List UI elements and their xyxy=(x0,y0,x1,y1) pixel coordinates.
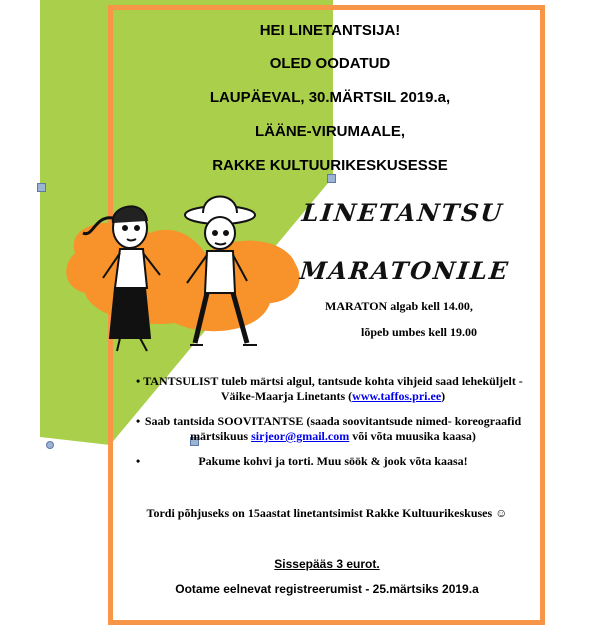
venue-heading: RAKKE KULTUURIKESKUSESSE xyxy=(212,157,448,174)
bullet-icon: • xyxy=(136,374,141,388)
event-title-line2: MARATONILE xyxy=(298,256,512,285)
selection-handle-corner[interactable] xyxy=(46,441,54,449)
email-link[interactable]: sirjeor@gmail.com xyxy=(251,429,350,443)
invited-heading: OLED OODATUD xyxy=(269,55,391,72)
region-heading: LÄÄNE-VIRUMAALE, xyxy=(255,123,405,140)
date-heading: LAUPÄEVAL, 30.MÄRTSIL 2019.a, xyxy=(209,89,451,106)
selection-handle-left[interactable] xyxy=(37,183,46,192)
bullet-icon: • xyxy=(136,414,141,428)
event-title-line1: LINETANTSU xyxy=(300,198,506,227)
registration-text: Ootame eelnevat registreerumist - 25.märtsiks 2019.a xyxy=(175,582,479,596)
bullet-text-refreshments: Pakume kohvi ja torti. Muu söök & jook võta kaasa! xyxy=(198,454,468,468)
end-time-text: lõpeb umbes kell 19.00 xyxy=(361,325,478,339)
list-item: • TANTSULIST tuleb märtsi algul, tantsude kohta vihjeid saad leheküljelt - Väike-Maarja Linetants (www.taffos.pri.ee) xyxy=(136,374,523,403)
start-time-text: MARATON algab kell 14.00, xyxy=(325,299,473,313)
list-item: • Saab tantsida SOOVITANTSE (saada soovitantsude nimed- koreograafid märtsikuus sirjeor@gmail.com või võta muusika kaasa) xyxy=(136,414,522,443)
greeting-heading: HEI LINETANTSIJA! xyxy=(259,22,401,39)
selection-handle-top[interactable] xyxy=(327,174,336,183)
entry-fee-text: Sissepääs 3 eurot. xyxy=(274,557,380,571)
bullet-icon: • xyxy=(136,454,141,468)
info-bullet-list xyxy=(128,374,538,479)
bullet-text-playlist: TANTSULIST tuleb märtsi algul, tantsude kohta vihjeid saad leheküljelt - Väike-Maarja Linetants ( xyxy=(143,374,523,403)
website-link[interactable]: www.taffos.pri.ee xyxy=(352,389,442,403)
list-item xyxy=(128,454,538,469)
dancing-couple-illustration xyxy=(55,193,315,358)
cake-reason-text: Tordi põhjuseks on 15aastat linetantsimist Rakke Kultuurikeskuses ☺ xyxy=(146,506,508,520)
bullet-text-requests: Saab tantsida SOOVITANTSE (saada soovitantsude nimed- koreograafid märtsikuus xyxy=(144,414,522,443)
